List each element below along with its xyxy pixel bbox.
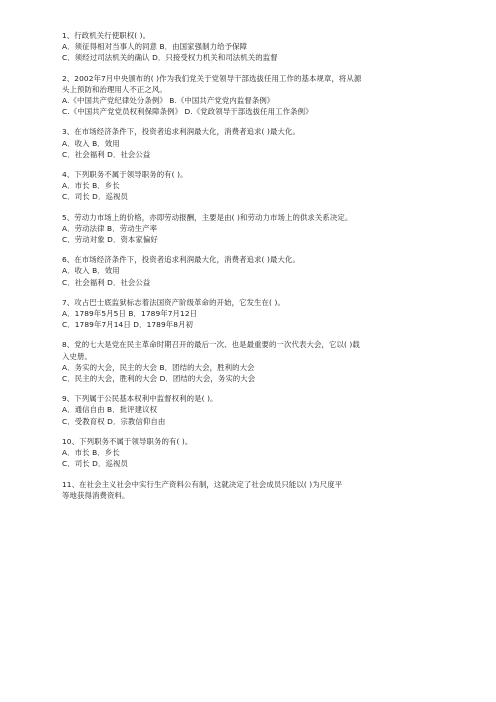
question-5-options-cd: C．劳动对象 D．资本家偏好 xyxy=(62,235,158,245)
question-8-options-cd: C．民主的大会，胜利的大会 D．团结的大会，务实的大会 xyxy=(62,374,256,384)
question-6 xyxy=(62,254,442,288)
question-5-options-ab: A．劳动法律 B．劳动生产率 xyxy=(62,223,158,233)
question-6-stem: 6、在市场经济条件下，投资者追求利润最大化，消费者追求( )最大化。 xyxy=(62,255,300,265)
question-3-options-cd: C．社会福利 D．社会公益 xyxy=(62,149,151,159)
question-5 xyxy=(62,212,442,246)
question-10-stem: 10、下列职务不属于领导职务的有( )。 xyxy=(62,436,193,446)
question-9-options-cd: C．受教育权 D．宗教信仰自由 xyxy=(62,416,166,426)
question-11 xyxy=(62,479,442,501)
question-8-stem-continued: 入史册。 xyxy=(62,351,92,361)
question-9 xyxy=(62,393,442,427)
question-3-options-ab: A．收入 B．效用 xyxy=(62,138,120,148)
question-7-options-cd: C．1789年7月14日 D．1789年8月初 xyxy=(62,320,194,330)
question-4-stem: 4、下列职务不属于领导职务的有( )。 xyxy=(62,170,188,180)
question-1-options-cd: C．须经过司法机关的确认 D．只接受权力机关和司法机关的监督 xyxy=(62,53,278,63)
question-11-stem-continued: 等地获得消费资料。 xyxy=(62,490,130,500)
question-1-options-ab: A．须征得相对当事人的同意 B．由国家强制力给予保障 xyxy=(62,42,248,52)
question-10-options-cd: C．司长 D．巡视员 xyxy=(62,459,128,469)
question-2 xyxy=(62,73,442,118)
question-7 xyxy=(62,297,442,331)
question-6-options-ab: A．收入 B．效用 xyxy=(62,266,120,276)
question-8-stem: 8、党的七大是党在民主革命时期召开的最后一次、也是最重要的一次代表大会，它以( )载 xyxy=(62,340,360,350)
question-6-options-cd: C．社会福利 D．社会公益 xyxy=(62,277,151,287)
question-2-options-cd: C.《中国共产党党员权利保障条例》 D.《党政领导干部选拔任用工作条例》 xyxy=(62,107,313,117)
question-1-stem: 1、行政机关行使职权( )。 xyxy=(62,31,151,40)
question-4-options-ab: A．市长 B．乡长 xyxy=(62,181,120,191)
question-10-options-ab: A．市长 B．乡长 xyxy=(62,448,120,458)
question-11-stem: 11、在社会主义社会中实行生产资料公有制，这就决定了社会成员只能以( )为尺度平 xyxy=(62,479,343,489)
question-2-stem-continued: 头上预防和治理用人不正之风。 xyxy=(62,84,167,94)
question-8-options-ab: A．务实的大会，民主的大会 B．团结的大会，胜利的大会 xyxy=(62,362,255,372)
question-3 xyxy=(62,126,442,160)
question-list xyxy=(62,30,442,510)
question-8 xyxy=(62,339,442,384)
question-4-options-cd: C．司长 D．巡视员 xyxy=(62,192,128,202)
question-1 xyxy=(62,30,442,64)
question-2-options-ab: A.《中国共产党纪律处分条例》 B.《中国共产党党内监督条例》 xyxy=(62,96,275,106)
question-3-stem: 3、在市场经济条件下，投资者追求利润最大化，消费者追求( )最大化。 xyxy=(62,127,300,137)
question-7-options-ab: A．1789年5月5日 B．1789年7月12日 xyxy=(62,309,198,319)
question-7-stem: 7、攻占巴士底监狱标志着法国资产阶级革命的开始，它发生在( )。 xyxy=(62,297,285,307)
question-2-stem: 2、2002年7月中央颁布的( )作为我们党关于党领导干部选拔任用工作的基本规章，将从源 xyxy=(62,73,362,83)
question-10 xyxy=(62,436,442,470)
question-9-stem: 9、下列属于公民基本权利中监督权利的是( )。 xyxy=(62,394,218,404)
question-4 xyxy=(62,169,442,203)
question-5-stem: 5、劳动力市场上的价格，亦即劳动报酬，主要是由( )和劳动力市场上的供求关系决定。 xyxy=(62,212,353,222)
question-9-options-ab: A．通信自由 B．批评建议权 xyxy=(62,405,158,415)
